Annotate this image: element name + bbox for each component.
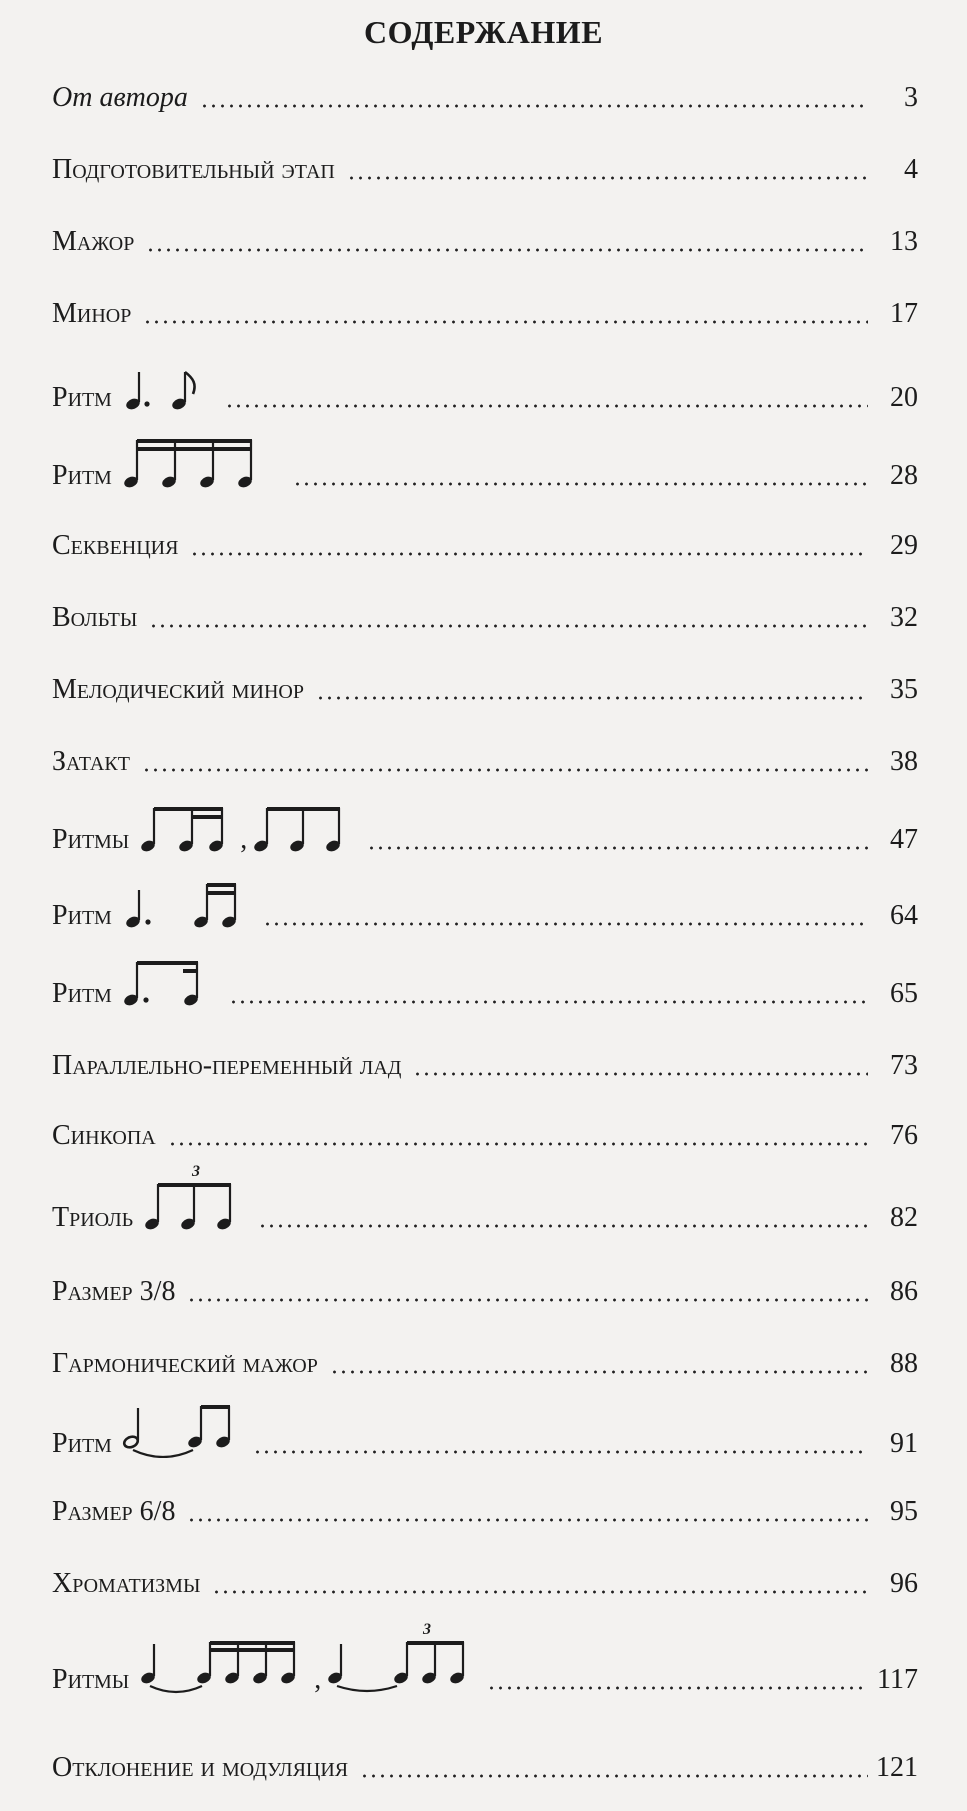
toc-entry-page: 29 [890,530,918,561]
toc-entry-page: 38 [890,746,918,777]
toc-entry-label-text: Триоль [52,1202,134,1233]
toc-entry-label-text: Ритмы [52,1664,130,1695]
rhythm-three-eighths-icon [251,802,355,854]
toc-entry-label-text: Ритм [52,1428,112,1459]
toc-entry-label: Секвенция [52,530,179,561]
rhythm-tied-quarter-sixteenths-icon [138,1634,312,1694]
dot-leader [258,1203,868,1229]
toc-entry[interactable] [52,268,918,328]
toc-entry-label: Размер 6/8 [52,1496,176,1527]
dot-leader [293,461,868,487]
dot-leader [253,1429,868,1455]
toc-entry-page: 65 [890,978,918,1009]
comma-separator: , [240,824,248,855]
toc-entry-label: Синкопа [52,1120,156,1151]
toc-entry-page: 35 [890,674,918,705]
toc-entry[interactable] [52,572,918,632]
dot-leader [187,1497,868,1523]
toc-entry[interactable] [52,870,918,930]
dot-leader [142,747,868,773]
toc-entry-label-text: Ритмы [52,824,130,855]
toc-entry[interactable] [52,1722,918,1782]
comma-separator: , [314,1664,322,1695]
dot-leader [413,1051,868,1077]
toc-entry-page: 96 [890,1568,918,1599]
toc-entry-page: 76 [890,1120,918,1151]
toc-entry-page: 95 [890,1496,918,1527]
toc-entry-label-text: Ритм [52,382,112,413]
dot-leader [190,531,868,557]
toc-entry[interactable] [52,644,918,704]
toc-entry-page: 117 [877,1664,918,1695]
toc-entry[interactable] [52,1163,918,1233]
toc-entry[interactable] [52,1246,918,1306]
toc-entry-label: Параллельно-переменный лад [52,1050,402,1081]
rhythm-dotted-eighth-sixteenth-icon [121,956,217,1008]
toc-entry-page: 3 [904,82,918,113]
toc-entry[interactable] [52,500,918,560]
toc-entry-label [52,878,263,930]
toc-entry[interactable] [52,196,918,256]
dot-leader [360,1753,868,1779]
toc-entry-label: Гармонический мажор [52,1348,318,1379]
toc-entry-label [52,1620,487,1694]
toc-entry-label: От автора [52,82,188,113]
toc-entry-label [52,434,293,490]
toc-entry-label: Размер 3/8 [52,1276,176,1307]
toc-entry-label [52,1398,253,1458]
rhythm-dotted-quarter-sixteenths-icon [121,878,251,930]
rhythm-eighth-two-sixteenths-icon [138,802,238,854]
dot-leader [187,1277,868,1303]
toc-entry[interactable] [52,716,918,776]
toc-entry-page: 17 [890,298,918,329]
toc-entry-label: Отклонение и модуляция [52,1752,349,1783]
toc-entry[interactable] [52,1090,918,1150]
dot-leader [229,979,868,1005]
dot-leader [168,1121,868,1147]
toc-entry-label [52,802,367,854]
toc-entry-page: 88 [890,1348,918,1379]
rhythm-triplet-icon [142,1162,246,1232]
toc-entry-label: Хроматизмы [52,1568,201,1599]
toc-entry-label: Вольты [52,602,138,633]
toc-entry-page: 13 [890,226,918,257]
rhythm-dotted-quarter-eighth-icon [121,366,213,412]
dot-leader [200,83,868,109]
rhythm-tied-half-eighths-icon [121,1398,241,1458]
toc-entry-label-text: Ритм [52,900,112,931]
dot-leader [316,675,868,701]
toc-entry-page: 20 [890,382,918,413]
toc-entry[interactable] [52,948,918,1008]
toc-entry-page: 82 [890,1202,918,1233]
dot-leader [225,383,868,409]
dot-leader [212,1569,868,1595]
dot-leader [367,825,868,851]
toc-entry-label: Минор [52,298,132,329]
toc-entry[interactable] [52,1538,918,1598]
dot-leader [347,155,868,181]
toc-entry-label: Затакт [52,746,130,777]
toc-entry[interactable] [52,1020,918,1080]
toc-entry[interactable] [52,1621,918,1695]
toc-entry-label: Подготовительный этап [52,154,335,185]
toc-entry-label [52,366,225,412]
toc-entry-page: 121 [876,1752,918,1783]
rhythm-four-sixteenths-icon [121,434,281,490]
triplet-number: 3 [423,1621,432,1638]
dot-leader [263,901,868,927]
toc-entry[interactable] [52,1398,918,1458]
rhythm-tied-quarter-triplet-icon [325,1620,475,1694]
toc-entry-page: 64 [890,900,918,931]
toc-entry-page: 28 [890,460,918,491]
toc-entry-page: 32 [890,602,918,633]
toc-entry-label-text: Ритм [52,460,112,491]
dot-leader [487,1665,868,1691]
toc-entry-page: 73 [890,1050,918,1081]
toc-entry[interactable] [52,1318,918,1378]
page-title: СОДЕРЖАНИЕ [363,14,604,50]
toc-entry-label [52,1162,258,1232]
dot-leader [330,1349,868,1375]
toc-entry-page: 4 [904,154,918,185]
toc-entry[interactable] [52,124,918,184]
toc-entry-label [52,956,229,1008]
toc-entry-label: Мажор [52,226,135,257]
toc-entry-label-text: Ритм [52,978,112,1009]
dot-leader [149,603,868,629]
dot-leader [146,227,868,253]
toc-entry-page: 91 [890,1428,918,1459]
toc-entry[interactable] [52,52,918,112]
toc-entry[interactable] [52,1466,918,1526]
dot-leader [143,299,868,325]
toc-entry-label: Мелодический минор [52,674,304,705]
toc-entry-page: 86 [890,1276,918,1307]
toc-entry-page: 47 [890,824,918,855]
toc-entry[interactable] [52,430,918,490]
triplet-number: 3 [192,1163,201,1180]
toc-entry[interactable] [52,352,918,412]
toc-entry[interactable] [52,794,918,854]
